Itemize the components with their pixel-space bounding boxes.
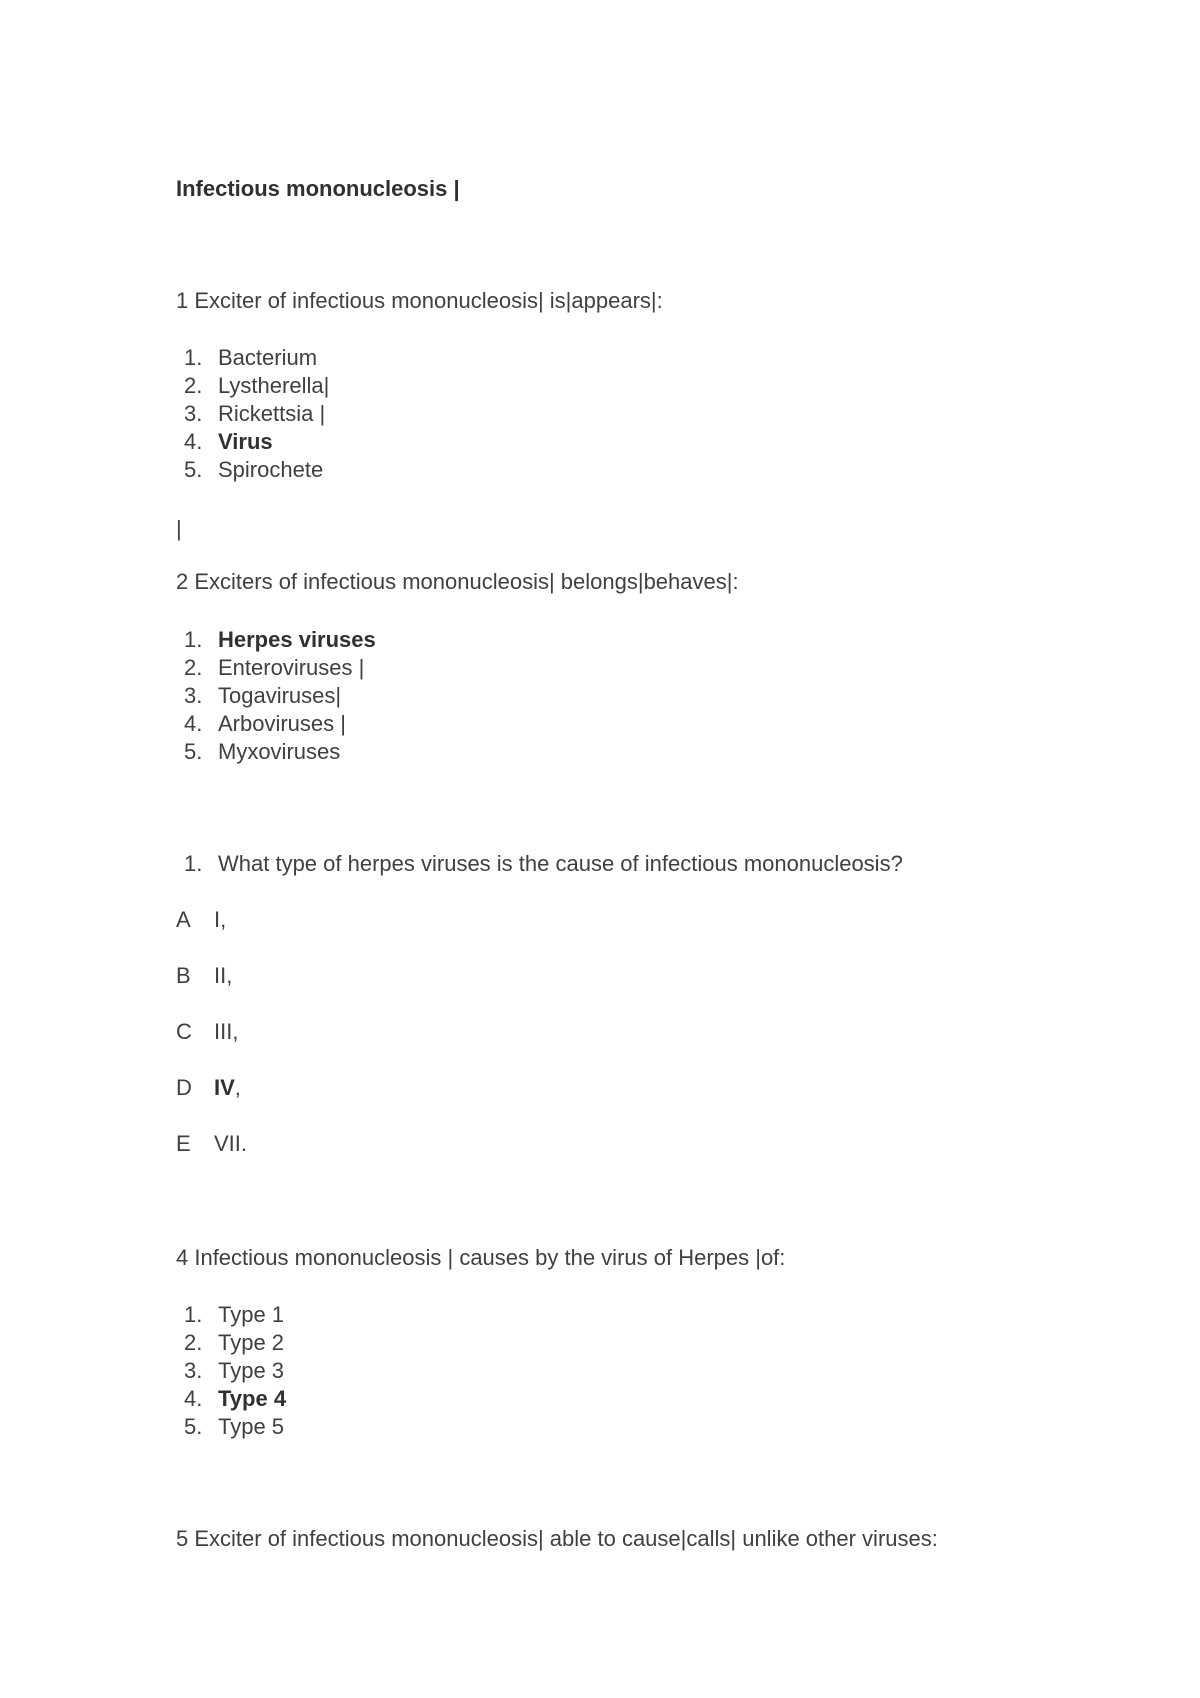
- document-title: Infectious mononucleosis |: [176, 176, 460, 201]
- list-item: 5. Myxoviruses: [184, 739, 341, 764]
- option-label: Lystherella|: [218, 373, 330, 398]
- list-item: 5. Type 5: [184, 1414, 285, 1439]
- list-item: 1. What type of herpes viruses is the cause of infectious mononucleosis?: [184, 851, 903, 876]
- option-label: Spirochete: [218, 457, 324, 482]
- option-label: Bacterium: [218, 345, 318, 370]
- correct-answer-label: IV: [214, 1075, 235, 1100]
- list-item: 2. Lystherella|: [184, 373, 330, 398]
- list-item: 3. Rickettsia |: [184, 401, 326, 426]
- list-item: 3. Togaviruses|: [184, 683, 342, 708]
- list-item: 1. Herpes viruses: [184, 627, 376, 652]
- list-item: 1. Bacterium: [184, 345, 318, 370]
- option-label: Togaviruses|: [218, 683, 342, 708]
- option-label: Type 3: [218, 1358, 285, 1383]
- question-1-options: [176, 344, 329, 484]
- correct-answer-label: Type 4: [218, 1386, 287, 1411]
- list-item: 5. Spirochete: [184, 457, 324, 482]
- option-label: Type 2: [218, 1330, 285, 1355]
- option-a: A I,: [176, 907, 227, 932]
- list-item: 4. Arboviruses |: [184, 711, 346, 736]
- list-item: 2. Type 2: [184, 1330, 285, 1355]
- option-label: Type 1: [218, 1302, 285, 1327]
- question-1-text: 1 Exciter of infectious mononucleosis| is|appears|:: [176, 288, 663, 313]
- question-4-options: [176, 1301, 286, 1441]
- list-item: 4. Type 4: [184, 1386, 287, 1411]
- correct-answer-label: Virus: [218, 429, 273, 454]
- option-c: C III,: [176, 1019, 239, 1044]
- option-e: E VII.: [176, 1131, 248, 1156]
- list-item: 3. Type 3: [184, 1358, 285, 1383]
- option-label: Arboviruses |: [218, 711, 346, 736]
- question-2-options: [176, 626, 376, 766]
- option-label: Rickettsia |: [218, 401, 326, 426]
- question-5-text: 5 Exciter of infectious mononucleosis| able to cause|calls| unlike other viruses:: [176, 1526, 938, 1551]
- option-label: Type 5: [218, 1414, 285, 1439]
- separator-mark: |: [176, 516, 182, 541]
- option-label: Myxoviruses: [218, 739, 341, 764]
- question-4-text: 4 Infectious mononucleosis | causes by the virus of Herpes |of:: [176, 1245, 786, 1270]
- correct-answer-label: Herpes viruses: [218, 627, 376, 652]
- question-2-text: 2 Exciters of infectious mononucleosis| belongs|behaves|:: [176, 569, 739, 594]
- option-d: D IV,: [176, 1075, 241, 1100]
- option-label: Enteroviruses |: [218, 655, 365, 680]
- question-3-text: What type of herpes viruses is the cause of infectious mononucleosis?: [218, 851, 903, 876]
- list-item: 1. Type 1: [184, 1302, 285, 1327]
- list-item: 4. Virus: [184, 429, 273, 454]
- question-3-heading: [176, 850, 903, 878]
- list-item: 2. Enteroviruses |: [184, 655, 365, 680]
- option-b: B II,: [176, 963, 233, 988]
